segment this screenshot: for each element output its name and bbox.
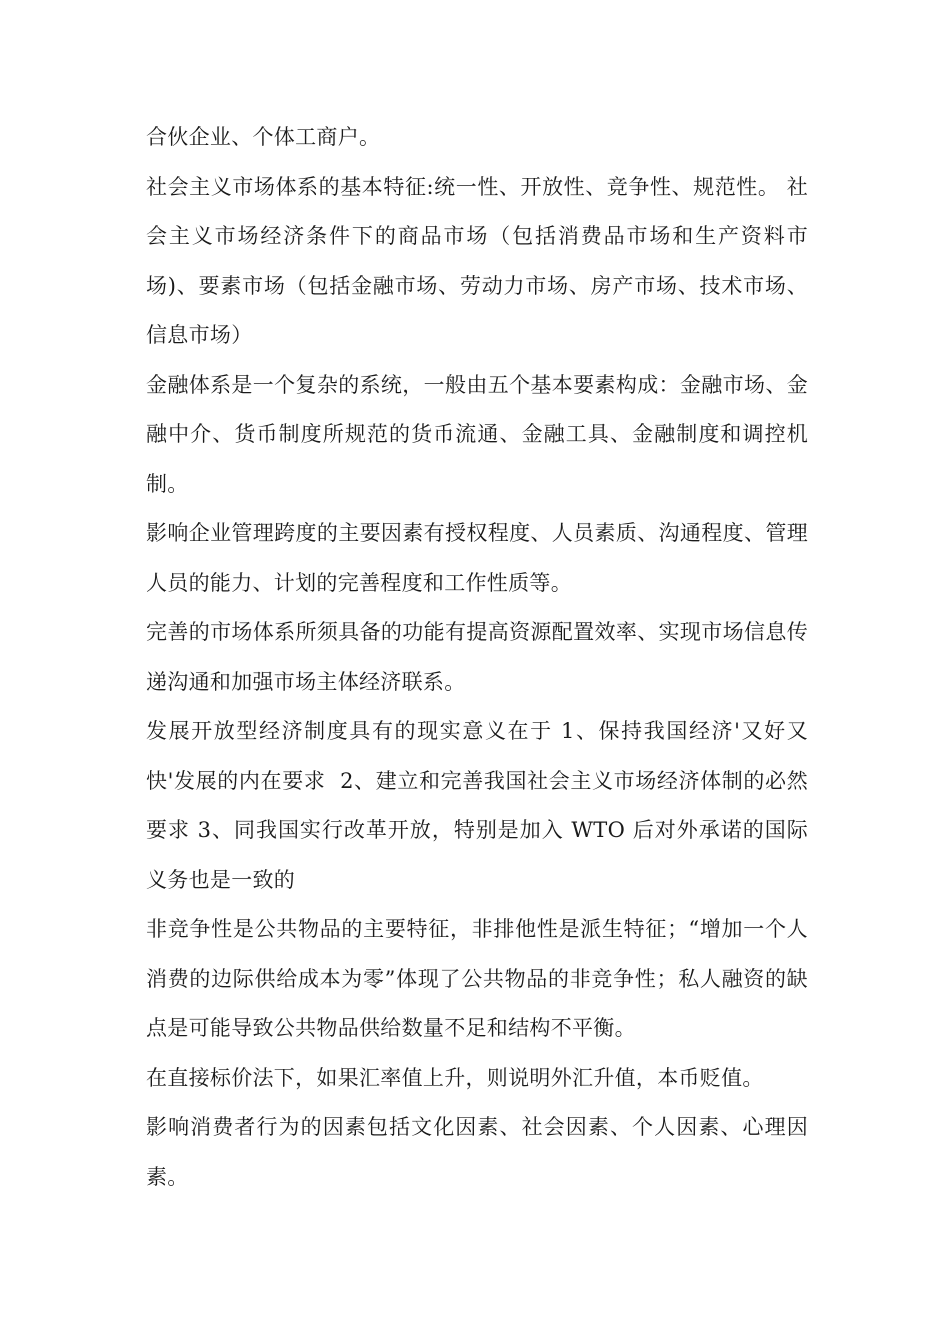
- paragraph-exchange-rate: 在直接标价法下，如果汇率值上升，则说明外汇升值，本币贬值。: [146, 1065, 764, 1090]
- paragraph-management-span: 影响企业管理跨度的主要因素有授权程度、人员素质、沟通程度、管理人员的能力、计划的完善程度和工作性质等。: [146, 521, 808, 595]
- paragraph-market-functions: 完善的市场体系所须具备的功能有提高资源配置效率、实现市场信息传递沟通和加强市场主体经济联系。: [146, 620, 808, 694]
- paragraph-open-economy: 发展开放型经济制度具有的现实意义在于 1、保持我国经济'又好又快'发展的内在要求 2、建立和完善我国社会主义市场经济体制的必然要求 3、同我国实行改革开放，特别是加入 WTO 后对外承诺的国际义务也是一致的: [146, 719, 808, 892]
- paragraph-consumer-behavior: 影响消费者行为的因素包括文化因素、社会因素、个人因素、心理因素。: [146, 1115, 808, 1189]
- paragraph-financial-system: 金融体系是一个复杂的系统，一般由五个基本要素构成：金融市场、金融中介、货币制度所规范的货币流通、金融工具、金融制度和调控机制。: [146, 372, 808, 496]
- paragraph-public-goods: 非竞争性是公共物品的主要特征，非排他性是派生特征；“增加一个人消费的边际供给成本为零”体现了公共物品的非竞争性；私人融资的缺点是可能导致公共物品供给数量不足和结构不平衡。: [146, 917, 808, 1040]
- document-body: [146, 113, 808, 1202]
- paragraph-market-system-features: 社会主义市场体系的基本特征:统一性、开放性、竞争性、规范性。 社会主义市场经济条件下的商品市场（包括消费品市场和生产资料市场)、要素市场（包括金融市场、劳动力市场、房产市场、技术市场、信息市场）: [146, 174, 808, 347]
- paragraph-partnership: 合伙企业、个体工商户。: [146, 125, 381, 149]
